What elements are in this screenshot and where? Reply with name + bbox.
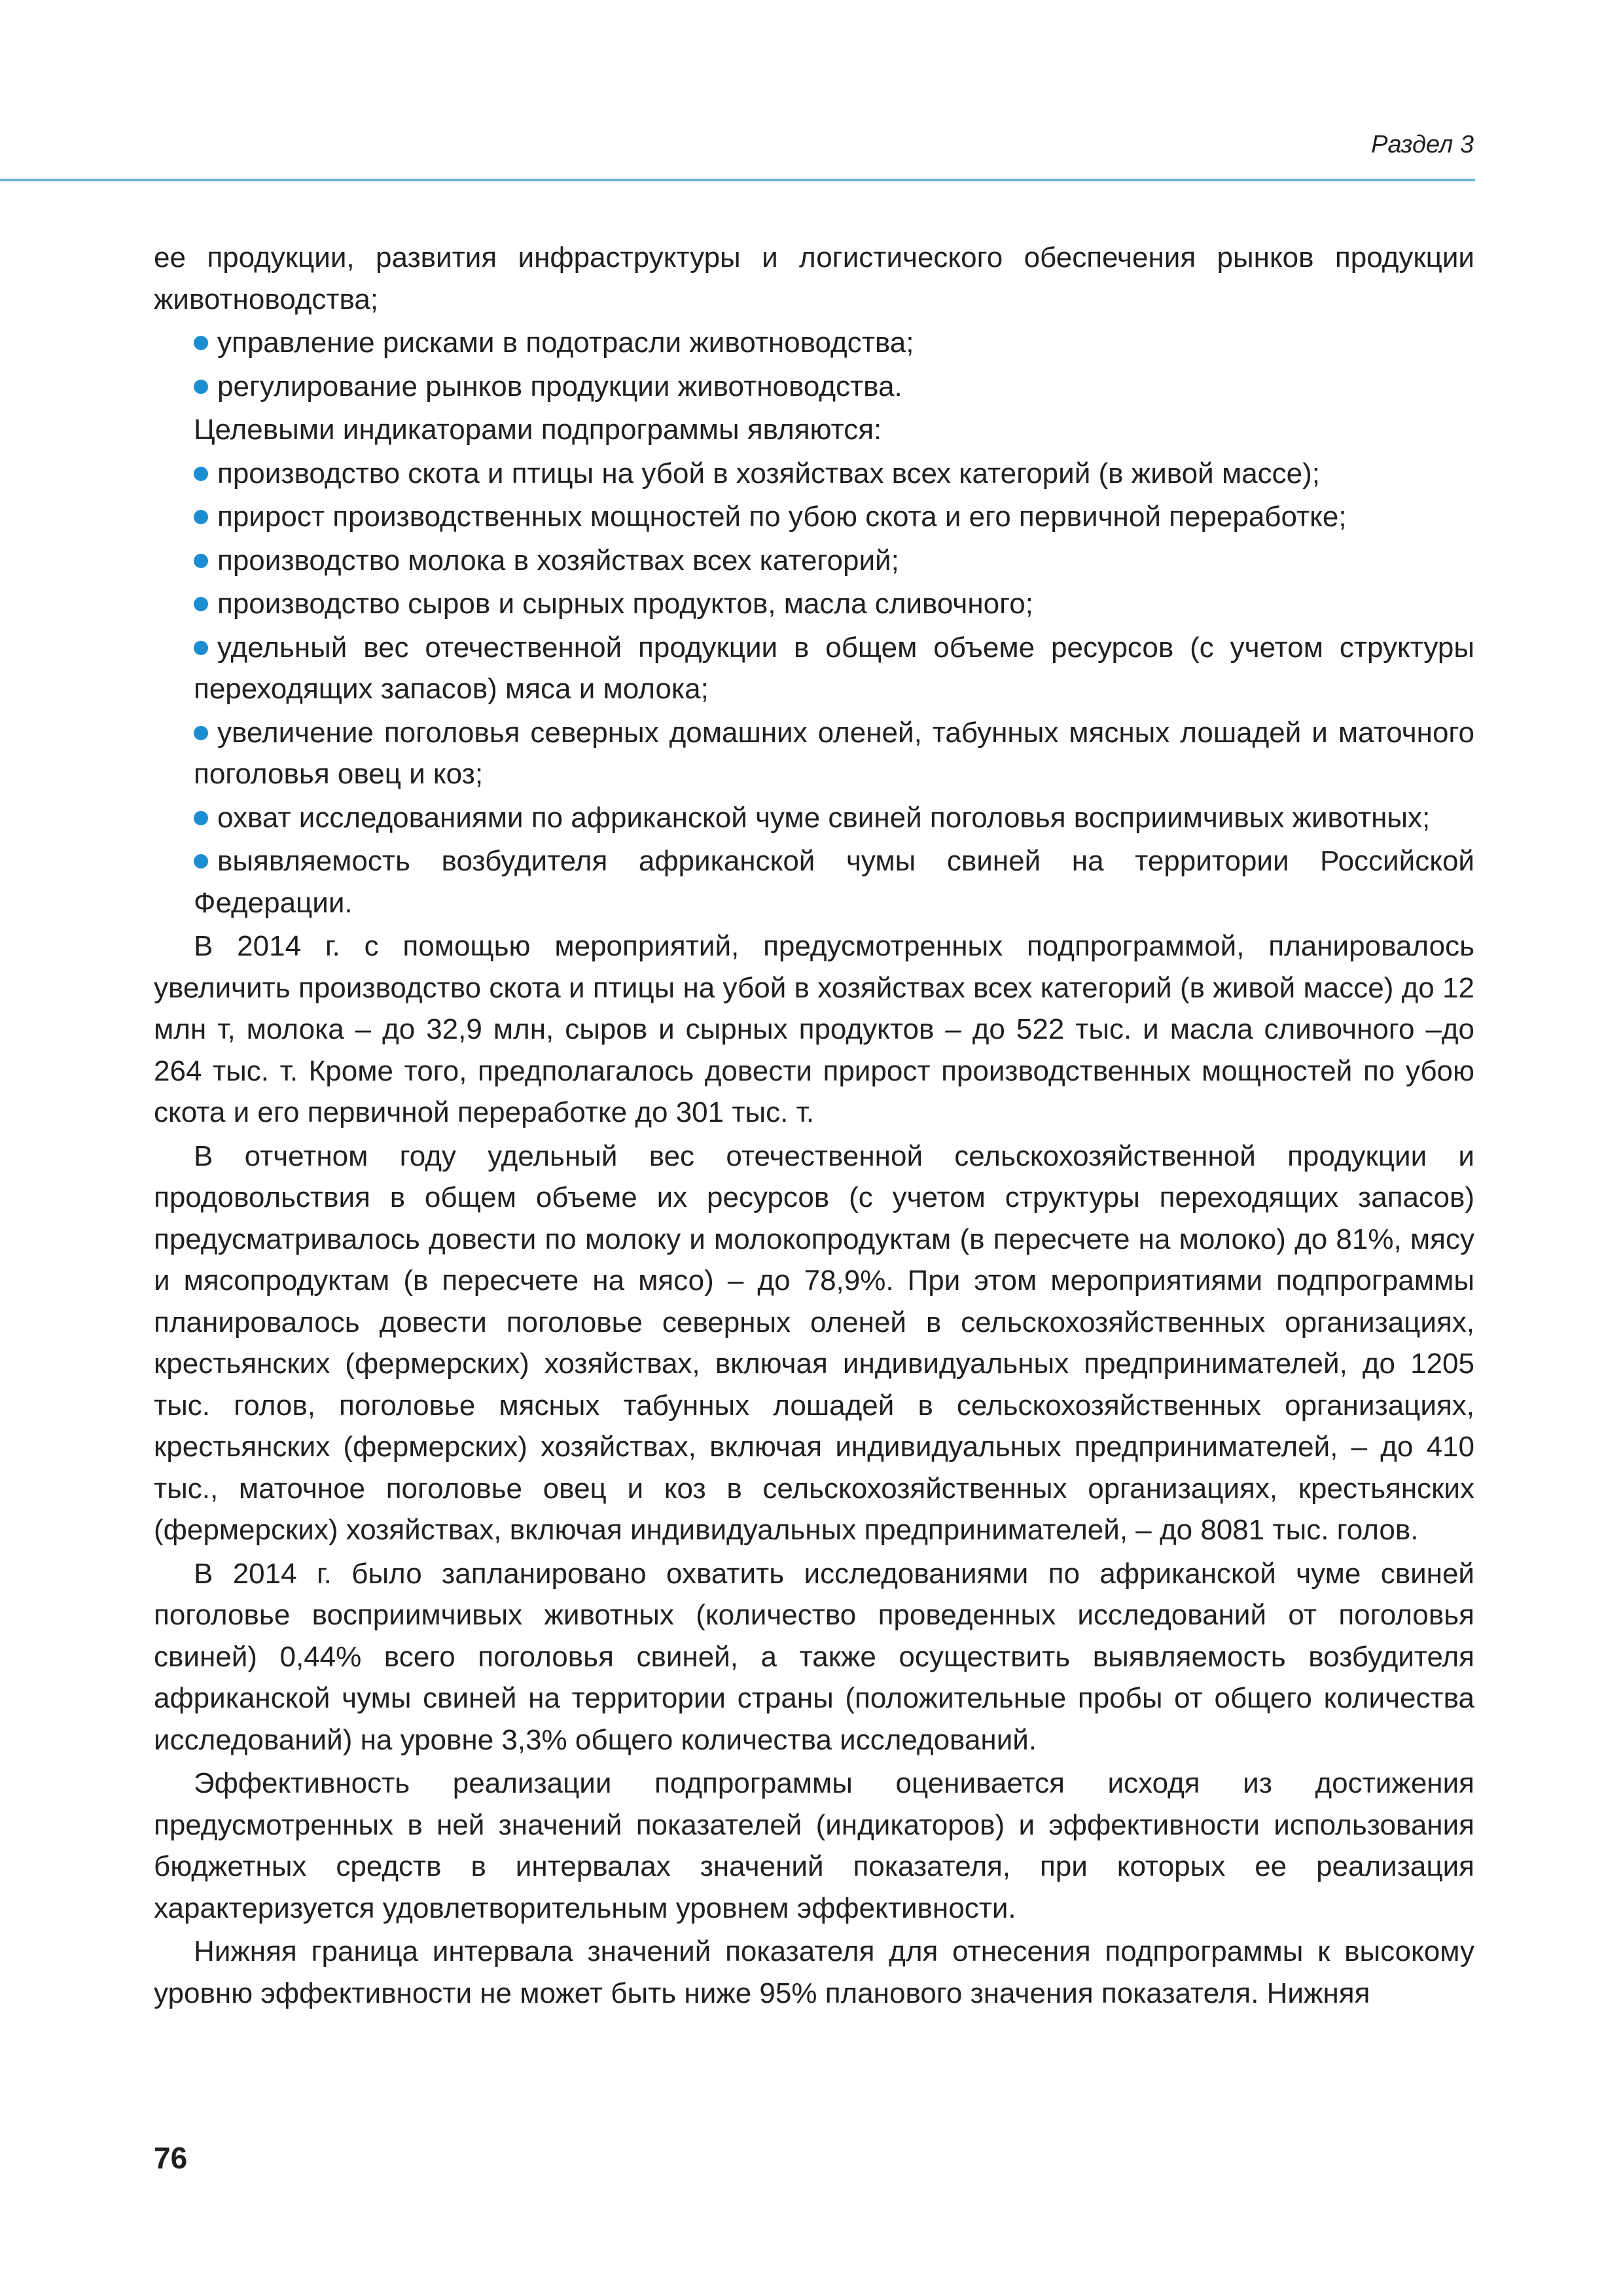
bullet-icon (194, 467, 208, 481)
list-item: производство скота и птицы на убой в хозяйствах всех категорий (в живой массе); (154, 453, 1474, 495)
tasks-list (154, 322, 1474, 407)
list-item: управление рисками в подотрасли животноводства; (154, 322, 1474, 364)
paragraph-2014-plan: В 2014 г. с помощью мероприятий, предусмотренных подпрограммой, планировалось увеличить производство скота и птицы на убой в хозяйствах всех категорий (в живой массе) до 12 млн т, молока – до 32,9 млн, сыров и сырных продуктов – до 522 тыс. и масла сливочного –до 264 тыс. т. Кроме того, предполагалось довести прирост производственных мощностей по убою скота и его первичной переработке до 301 тыс. т. (154, 930, 1474, 1128)
bullet-icon (194, 641, 208, 655)
page-number: 76 (154, 2141, 188, 2175)
bullet-icon (194, 854, 208, 869)
bullet-icon (194, 811, 208, 825)
header-rule (0, 179, 1475, 181)
running-head-section: Раздел 3 (1371, 131, 1474, 158)
list-item: увеличение поголовья северных домашних оленей, табунных мясных лошадей и маточного поголовья овец и коз; (194, 716, 1474, 790)
indicators-intro: Целевыми индикаторами подпрограммы являются: (194, 414, 882, 446)
bullet-icon (194, 510, 208, 524)
bullet-icon (194, 554, 208, 568)
bullet-icon (194, 380, 208, 394)
intro-continuation: ее продукции, развития инфраструктуры и логистического обеспечения рынков продукции животноводства; (154, 242, 1474, 315)
paragraph-efficiency: Эффективность реализации подпрограммы оценивается исходя из достижения предусмотренных в ней значений показателей (индикаторов) и эффективности использования бюджетных средств в интервалах значений показателя, при которых ее реализация характеризуется удовлетворительным уровнем эффективности. (154, 1767, 1474, 1924)
list-item: регулирование рынков продукции животноводства. (154, 366, 1474, 408)
paragraph-swine-fever: В 2014 г. было запланировано охватить исследованиями по африканской чуме свиней поголовье восприимчивых животных (количество проведенных исследований от поголовья свиней) 0,44% всего поголовья свиней, а также осуществить выявляемость возбудителя африканской чумы свиней на территории страны (положительные пробы от общего количества исследований) на уровне 3,3% общего количества исследований. (154, 1557, 1474, 1756)
list-item: выявляемость возбудителя африканской чумы свиней на территории Российской Федерации. (194, 845, 1474, 919)
bullet-icon (194, 597, 208, 611)
bullet-icon (194, 726, 208, 740)
bullet-icon (194, 336, 208, 350)
indicators-list (154, 453, 1474, 924)
paragraph-self-sufficiency: В отчетном году удельный вес отечественной сельскохозяйственной продукции и продовольствия в общем объеме их ресурсов (с учетом структуры переходящих запасов) предусматривалось довести по молоку и молокопродуктам (в пересчете на молоко) до 81%, мясу и мясопродуктам (в пересчете на мясо) – до 78,9%. При этом мероприятиями подпрограммы планировалось довести поголовье северных оленей в сельскохозяйственных организациях, крестьянских (фермерских) хозяйствах, включая индивидуальных предпринимателей, до 1205 тыс. голов, поголовье мясных табунных лошадей в сельскохозяйственных организациях, крестьянских (фермерских) хозяйствах, включая индивидуальных предпринимателей, – до 410 тыс., маточное поголовье овец и коз в сельскохозяйственных организациях, крестьянских (фермерских) хозяйствах, включая индивидуальных предпринимателей, – до 8081 тыс. голов. (154, 1139, 1474, 1546)
list-item: прирост производственных мощностей по убою скота и его первичной переработке; (154, 496, 1474, 538)
list-item: производство молока в хозяйствах всех категорий; (154, 540, 1474, 582)
list-item: охват исследованиями по африканской чуме свиней поголовья восприимчивых животных; (154, 797, 1474, 839)
page-body (154, 237, 1474, 2016)
paragraph-lower-bound: Нижняя граница интервала значений показателя для отнесения подпрограммы к высокому уровню эффективности не может быть ниже 95% планового значения показателя. Нижняя (154, 1935, 1474, 2009)
list-item: удельный вес отечественной продукции в общем объеме ресурсов (с учетом структуры переходящих запасов) мяса и молока; (194, 631, 1474, 705)
list-item: производство сыров и сырных продуктов, масла сливочного; (154, 583, 1474, 625)
